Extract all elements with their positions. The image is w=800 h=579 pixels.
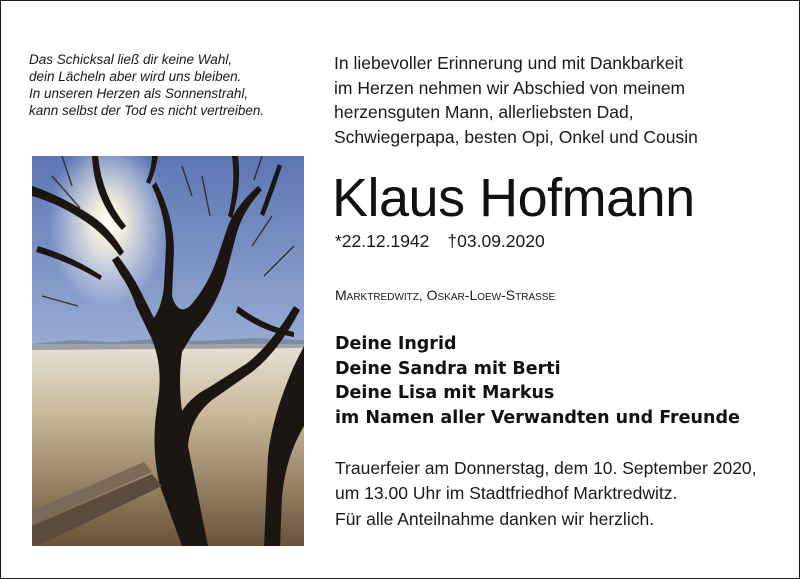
life-dates <box>335 231 545 252</box>
mourner-line: im Namen aller Verwandten und Freunde <box>335 407 740 428</box>
intro-line: Schwiegerpapa, besten Opi, Onkel und Cousin <box>334 126 698 147</box>
intro-line: herzensguten Mann, allerliebsten Dad, <box>334 102 634 122</box>
intro-text <box>334 51 774 149</box>
birth-date: *22.12.1942 <box>335 231 430 251</box>
poem-line: kann selbst der Tod es nicht vertreiben. <box>29 103 265 118</box>
winter-tree-photo <box>32 156 304 546</box>
memorial-poem <box>29 51 319 119</box>
address: Marktredwitz, Oskar-Loew-Strasse <box>335 287 556 303</box>
mourners-list <box>335 332 740 430</box>
intro-line: im Herzen nehmen wir Abschied von meinem <box>334 77 686 98</box>
intro-line: In liebevoller Erinnerung und mit Dankbarkeit <box>334 53 684 73</box>
deceased-name: Klaus Hofmann <box>332 168 695 228</box>
service-line: um 13.00 Uhr im Stadtfriedhof Marktredwitz. <box>335 482 678 503</box>
mourner-line: Deine Sandra mit Berti <box>335 358 561 379</box>
poem-line: In unseren Herzen als Sonnenstrahl, <box>29 86 249 101</box>
mourner-line: Deine Ingrid <box>335 334 457 354</box>
mourner-line: Deine Lisa mit Markus <box>335 383 555 403</box>
service-line: Trauerfeier am Donnerstag, dem 10. September 2020, <box>335 458 757 478</box>
poem-line: dein Lächeln aber wird uns bleiben. <box>29 69 242 84</box>
thanks-line: Für alle Anteilnahme danken wir herzlich. <box>335 509 655 529</box>
death-date: †03.09.2020 <box>447 231 545 251</box>
poem-line: Das Schicksal ließ dir keine Wahl, <box>29 52 233 67</box>
funeral-service-info <box>335 456 757 505</box>
